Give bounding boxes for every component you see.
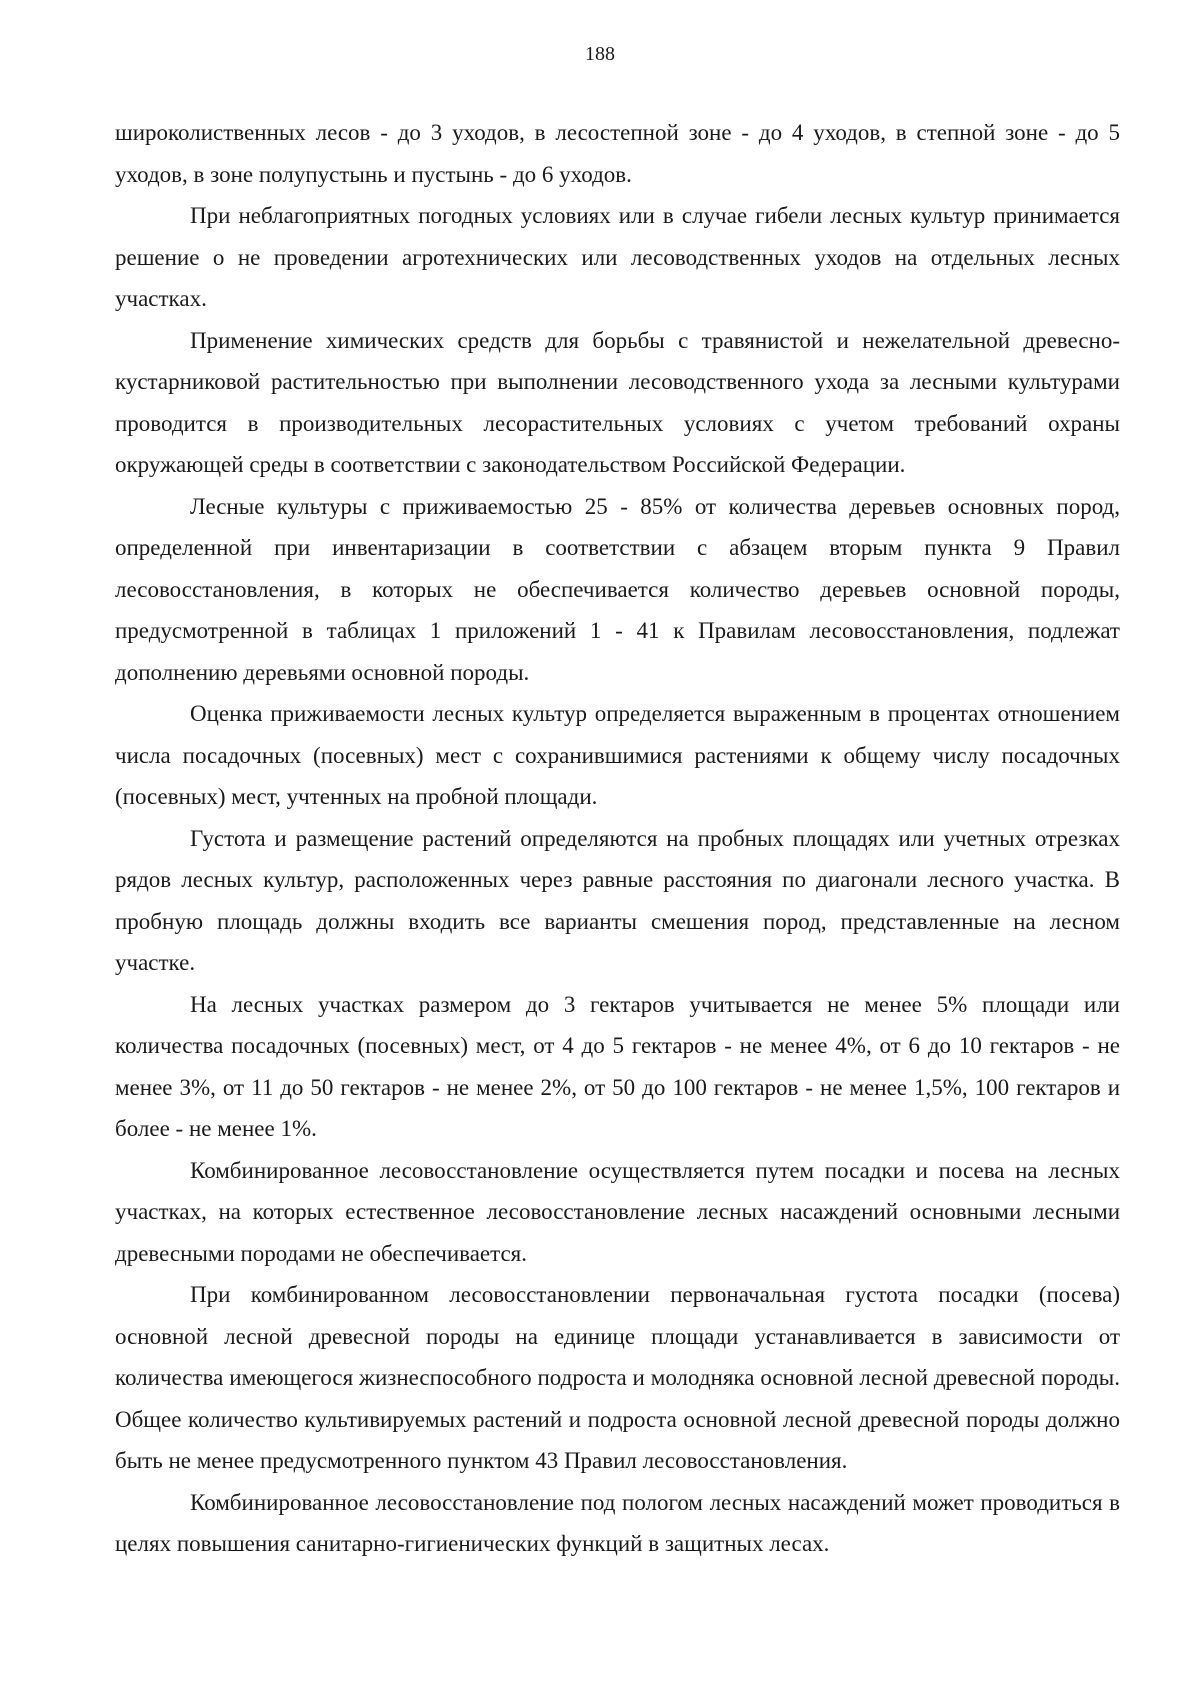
- document-body: [115, 112, 1120, 1565]
- paragraph-density-placement: Густота и размещение растений определяются на пробных площадях или учетных отрезках рядов лесных культур, расположенных через равные расстояния по диагонали лесного участка. В пробную площадь должны входить все варианты смешения пород, представленные на лесном участке.: [115, 825, 1120, 975]
- paragraph-combined-reforestation: Комбинированное лесовосстановление осуществляется путем посадки и посева на лесных участках, на которых естественное лесовосстановление лесных насаждений основными лесными древесными породами не обеспечивается.: [115, 1157, 1120, 1266]
- paragraph-canopy-reforestation: Комбинированное лесовосстановление под пологом лесных насаждений может проводиться в целях повышения санитарно-гигиенических функций в защитных лесах.: [115, 1489, 1120, 1556]
- paragraph-chemical-agents: Применение химических средств для борьбы с травянистой и нежелательной древесно-кустарниковой растительностью при выполнении лесоводственного ухода за лесными культурами проводится в производительных лесорастительных условиях с учетом требований охраны окружающей среды в соответствии с законодательством Российской Федерации.: [115, 327, 1120, 477]
- paragraph-plot-area-percentages: На лесных участках размером до 3 гектаров учитывается не менее 5% площади или количества посадочных (посевных) мест, от 4 до 5 гектаров - не менее 4%, от 6 до 10 гектаров - не менее 3%, от 11 до 50 гектаров - не менее 2%, от 50 до 100 гектаров - не менее 1,5%, 100 гектаров и более - не менее 1%.: [115, 991, 1120, 1141]
- paragraph-survival-rate: Лесные культуры с приживаемостью 25 - 85% от количества деревьев основных пород, определенной при инвентаризации в соответствии с абзацем вторым пункта 9 Правил лесовосстановления, в которых не обеспечивается количество деревьев основной породы, предусмотренной в таблицах 1 приложений 1 - 41 к Правилам лесовосстановления, подлежат дополнению деревьями основной породы.: [115, 493, 1120, 685]
- paragraph-adverse-conditions: При неблагоприятных погодных условиях или в случае гибели лесных культур принимается решение о не проведении агротехнических или лесоводственных уходов на отдельных лесных участках.: [115, 203, 1120, 311]
- paragraph-combined-density: При комбинированном лесовосстановлении первоначальная густота посадки (посева) основной лесной древесной породы на единице площади устанавливается в зависимости от количества имеющегося жизнеспособного подроста и молодняка основной лесной древесной породы. Общее количество культивируемых растений и подроста основной лесной древесной породы должно быть не менее предусмотренного пунктом 43 Правил лесовосстановления.: [115, 1282, 1120, 1473]
- page-number: 188: [585, 43, 615, 65]
- paragraph-survival-assessment: Оценка приживаемости лесных культур определяется выраженным в процентах отношением числа посадочных (посевных) мест с сохранившимися растениями к общему числу посадочных (посевных) мест, учтенных на пробной площади.: [115, 701, 1120, 809]
- paragraph-continuation: широколиственных лесов - до 3 уходов, в лесостепной зоне - до 4 уходов, в степной зоне - до 5 уходов, в зоне полупустынь и пустынь - до 6 уходов.: [115, 120, 1120, 187]
